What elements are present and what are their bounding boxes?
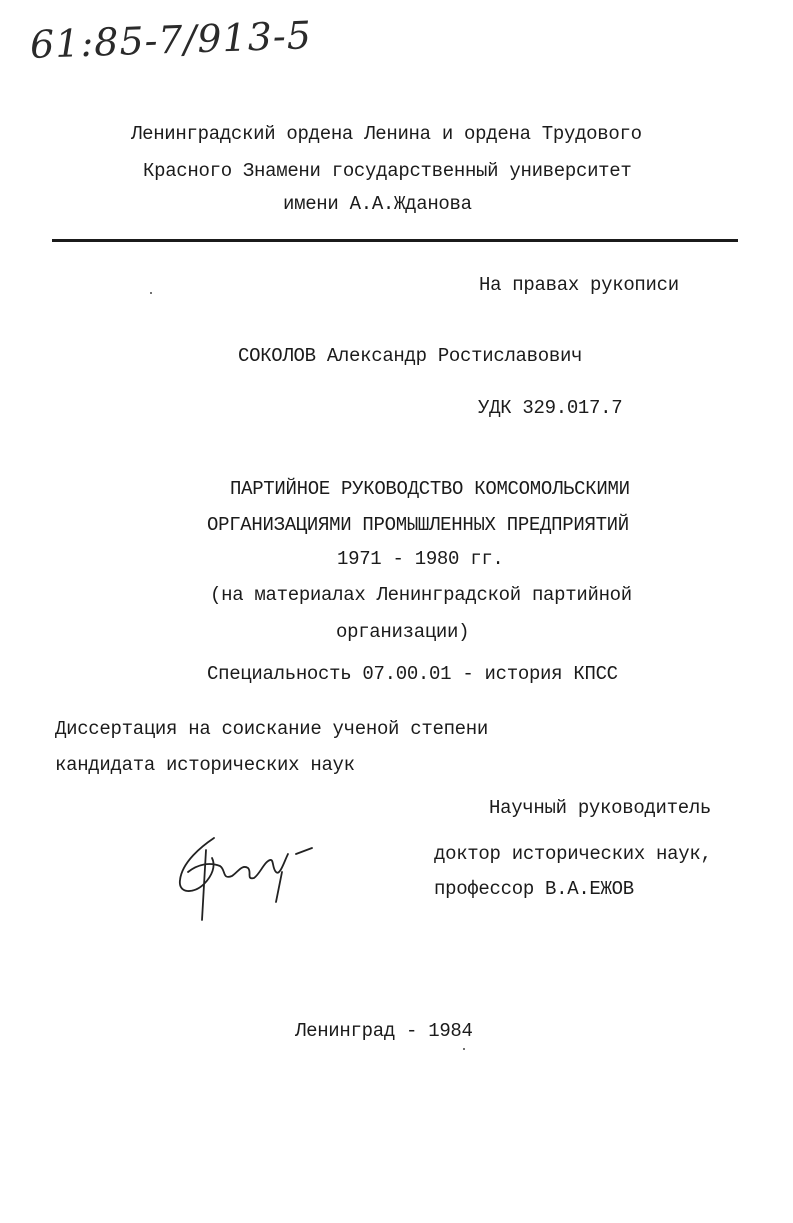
title-line-5: организации) [336,621,470,643]
dissertation-line-1: Диссертация на соискание ученой степени [55,718,488,740]
title-line-1: ПАРТИЙНОЕ РУКОВОДСТВО КОМСОМОЛЬСКИМИ [230,478,630,500]
supervisor-label: Научный руководитель [489,797,712,819]
institution-line-2: Красного Знамени государственный университет [143,160,632,182]
supervisor-degree: доктор исторических наук, [434,843,712,865]
header-divider [52,239,738,242]
title-line-4: (на материалах Ленинградской партийной [210,584,632,606]
supervisor-name: профессор В.А.ЕЖОВ [434,878,634,900]
author-name: СОКОЛОВ Александр Ростиславович [238,345,583,367]
rights-note: На правах рукописи [479,274,679,296]
scan-speck [150,292,152,294]
scan-speck [463,1048,465,1050]
signature [172,832,322,924]
institution-line-1: Ленинградский ордена Ленина и ордена Трудового [131,123,642,145]
title-years: 1971 - 1980 гг. [337,548,504,570]
dissertation-line-2: кандидата исторических наук [55,754,355,776]
udc-code: УДК 329.017.7 [478,397,623,419]
specialty: Специальность 07.00.01 - история КПСС [207,663,618,685]
institution-line-3: имени А.А.Жданова [283,193,472,215]
place-and-year: Ленинград - 1984 [295,1020,473,1042]
title-line-2: ОРГАНИЗАЦИЯМИ ПРОМЫШЛЕННЫХ ПРЕДПРИЯТИЙ [207,514,629,536]
archive-mark: 61:85-7/913-5 [29,13,313,67]
